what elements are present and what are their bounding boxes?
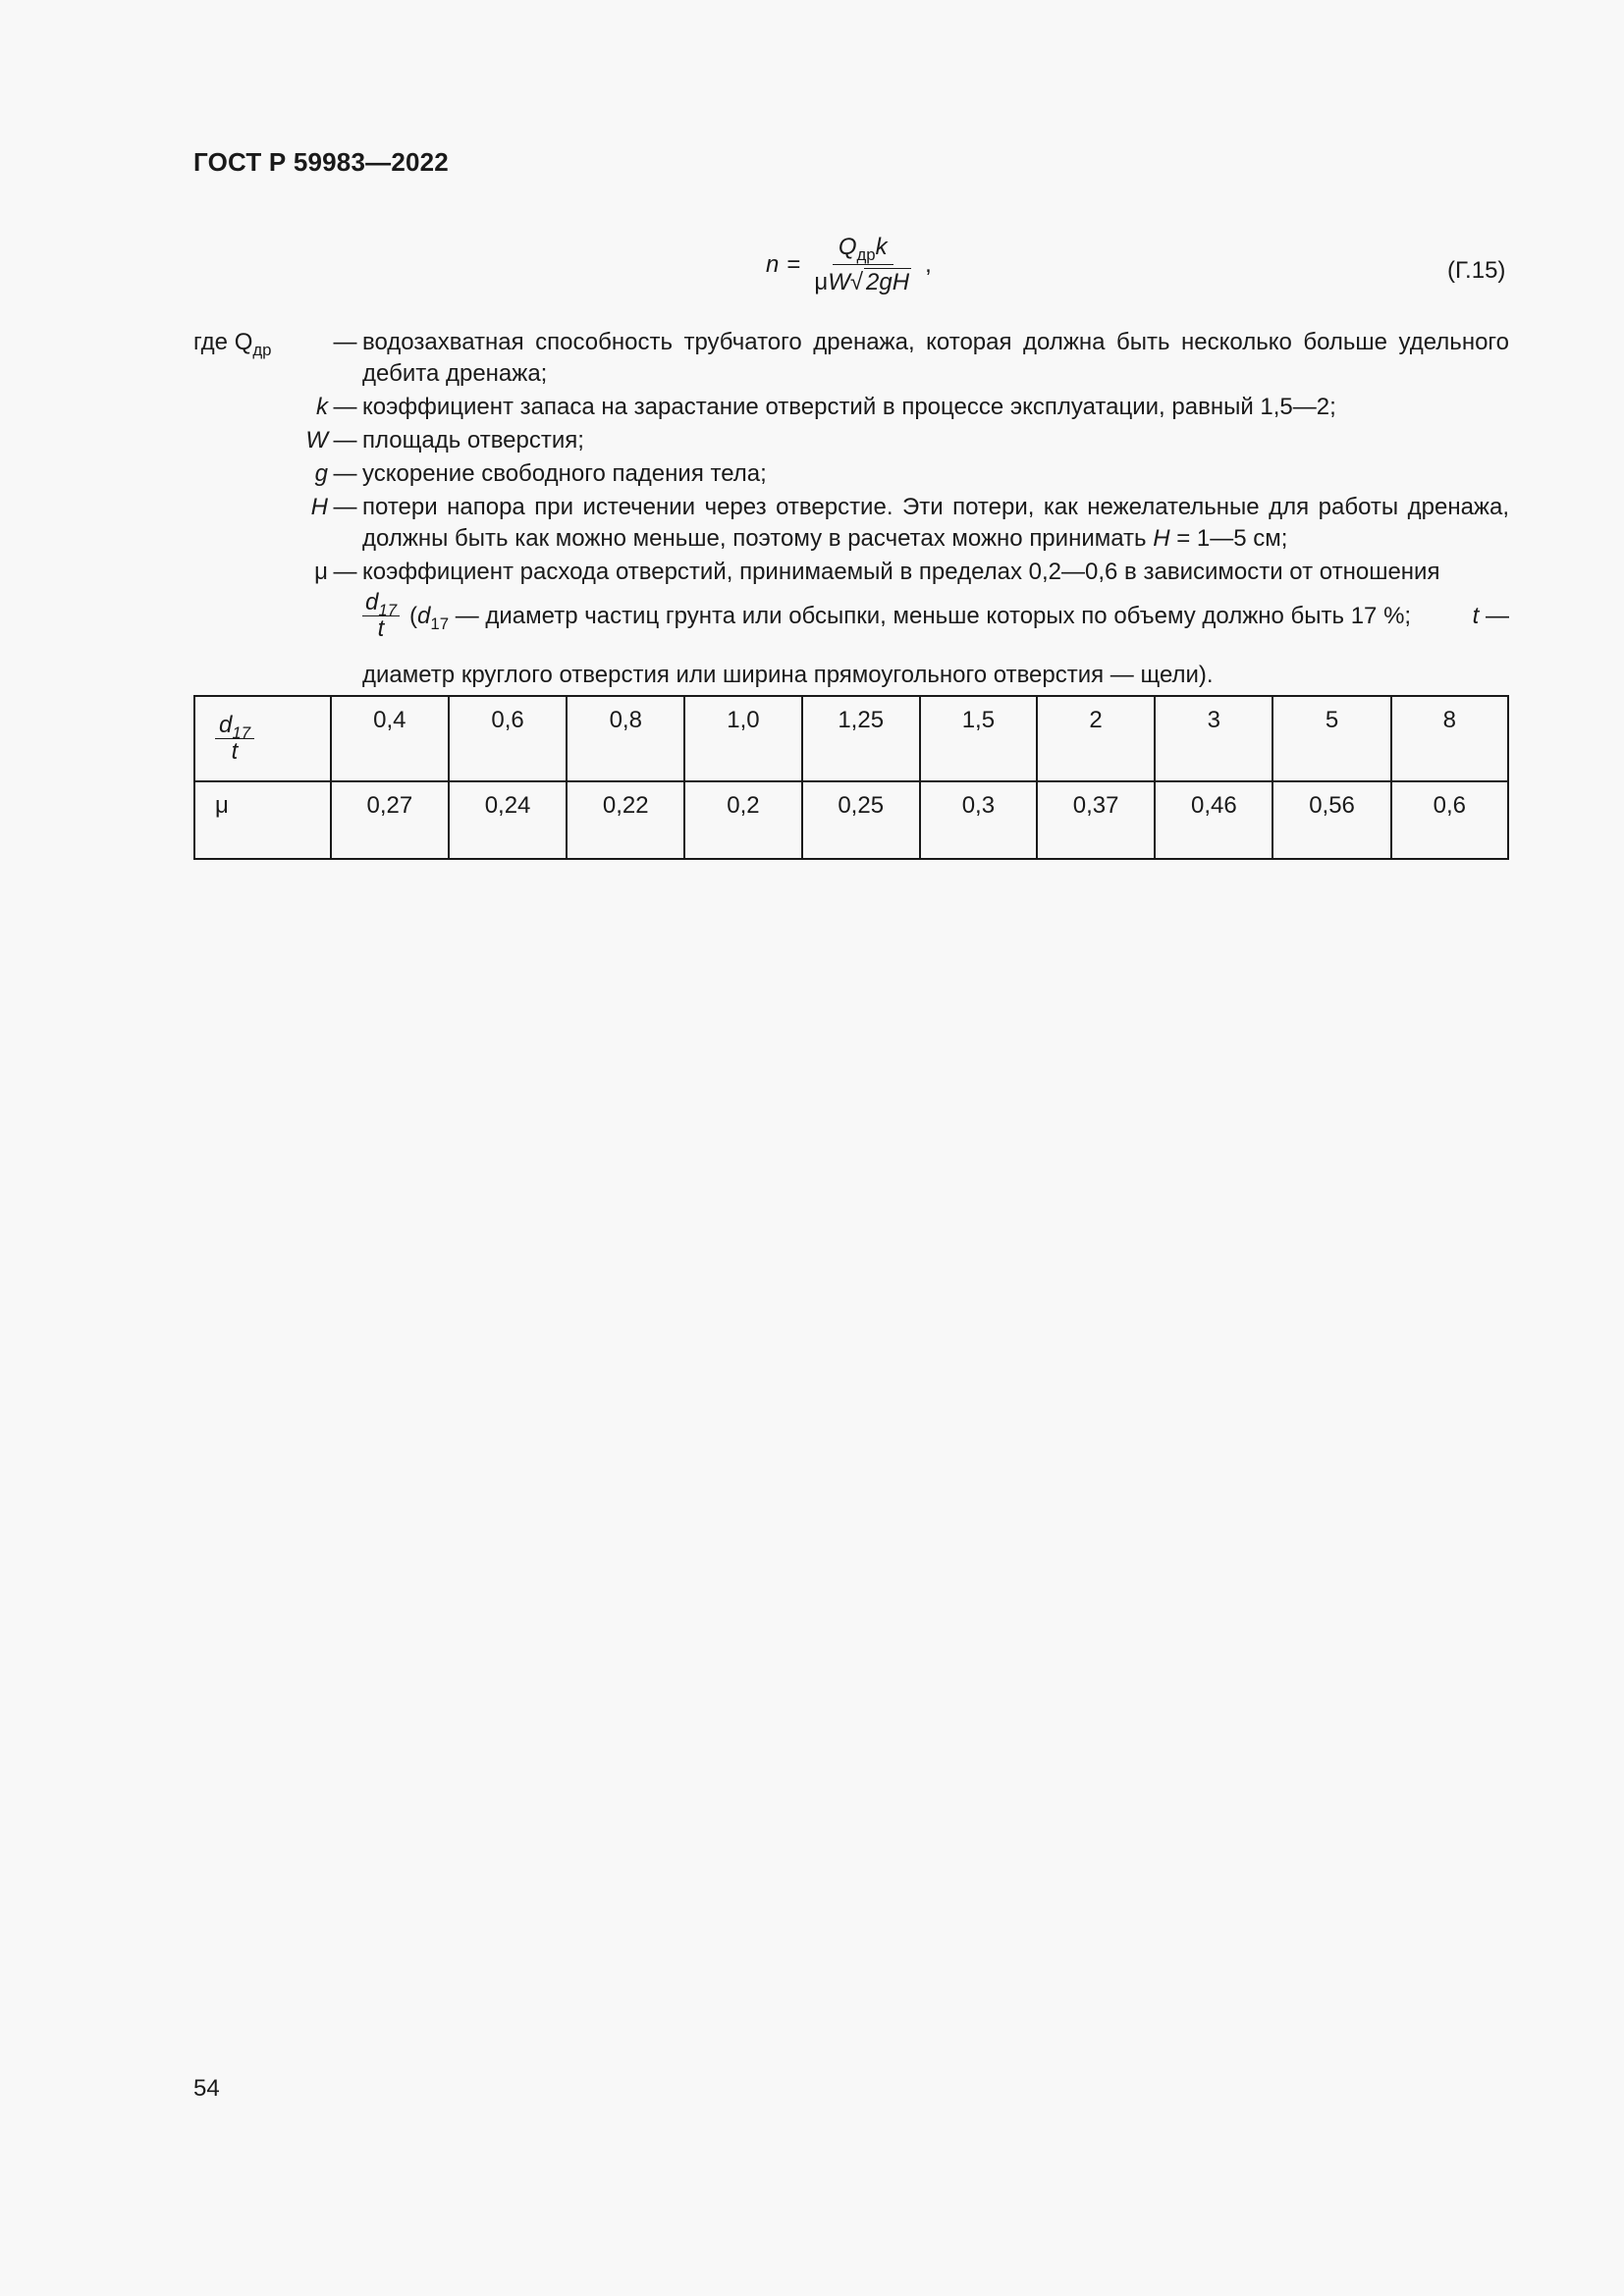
table-cell: 0,3 xyxy=(920,781,1037,859)
formula-w: W xyxy=(828,269,850,295)
def-g-symbol: g xyxy=(314,460,328,487)
def-mu-symbol: μ xyxy=(314,559,328,585)
def-g-text: ускорение свободного падения тела; xyxy=(362,460,767,487)
def-mu-t-dash: — xyxy=(1479,602,1509,629)
formula-fraction xyxy=(808,234,917,296)
def-g xyxy=(193,458,1509,490)
table-row-ratio xyxy=(194,696,1508,781)
table-head-mu: μ xyxy=(194,781,331,859)
formula-numerator xyxy=(833,234,893,265)
def-h-text xyxy=(362,492,1509,555)
table-ratio-bottom: t xyxy=(231,738,239,765)
table-ratio-top xyxy=(215,712,254,742)
def-mu-d-sub: 17 xyxy=(430,614,450,633)
def-mu-paren: ( xyxy=(409,602,418,629)
formula-denominator xyxy=(808,265,917,296)
mu-coefficient-table xyxy=(193,695,1509,860)
table-row-mu xyxy=(194,781,1508,859)
table-ratio-d: d xyxy=(219,712,233,738)
table-cell: 1,25 xyxy=(802,696,920,781)
table-cell: 0,4 xyxy=(331,696,449,781)
def-mu-ratio-bottom: t xyxy=(377,615,385,642)
def-k-dash: — xyxy=(333,394,357,420)
def-q-dash: — xyxy=(333,329,357,355)
table-cell: 1,0 xyxy=(684,696,801,781)
formula-trail: , xyxy=(925,251,932,278)
page-number: 54 xyxy=(193,2075,220,2102)
def-mu-ratio-sub: 17 xyxy=(378,601,398,619)
formula-k: k xyxy=(875,234,888,260)
def-k-text: коэффициент запаса на зарастание отверстий в процессе эксплуатации, равный 1,5—2; xyxy=(362,394,1336,420)
formula-sqrt-body: 2gH xyxy=(866,269,910,295)
table-head-ratio xyxy=(194,696,331,781)
def-w-symbol: W xyxy=(305,427,328,454)
def-mu xyxy=(193,557,1509,691)
def-mu-text xyxy=(362,557,1509,691)
definitions-list xyxy=(193,327,1509,693)
table-cell: 0,2 xyxy=(684,781,801,859)
table-cell: 8 xyxy=(1391,696,1508,781)
def-q-sub: др xyxy=(252,341,272,359)
def-mu-line3: диаметр круглого отверстия или ширина прямоугольного отверстия — щели). xyxy=(362,662,1214,688)
def-mu-ratio-fraction xyxy=(362,590,400,642)
def-mu-mid-text: — диаметр частиц грунта или обсыпки, меньше которых по объему должно быть 17 %; xyxy=(449,602,1412,629)
def-k-symbol: k xyxy=(316,394,328,420)
table-ratio-sub: 17 xyxy=(232,723,251,742)
table-cell: 0,6 xyxy=(1391,781,1508,859)
def-mu-dash: — xyxy=(333,559,357,585)
table-cell: 0,8 xyxy=(567,696,684,781)
def-k xyxy=(193,392,1509,423)
table-cell: 0,37 xyxy=(1037,781,1155,859)
document-header: ГОСТ Р 59983—2022 xyxy=(193,147,449,177)
table-cell: 0,25 xyxy=(802,781,920,859)
equation-number: (Г.15) xyxy=(1447,257,1506,284)
def-w-dash: — xyxy=(333,427,357,454)
def-w-text: площадь отверстия; xyxy=(362,427,584,454)
def-h-dash: — xyxy=(333,494,357,520)
def-w xyxy=(193,425,1509,456)
def-q-text: водозахватная способность трубчатого дренажа, которая должна быть несколько больше удельного дебита дренажа; xyxy=(362,329,1509,387)
def-g-dash: — xyxy=(333,460,357,487)
sqrt-icon: √ xyxy=(849,269,864,295)
def-h-text-a: потери напора при истечении через отверстие. Эти потери, как нежелательные для работы дренажа, должны быть как можно меньше, поэтому в расчетах можно принимать xyxy=(362,494,1509,552)
table-cell: 1,5 xyxy=(920,696,1037,781)
def-q-symbol xyxy=(193,327,328,390)
formula-lhs: n xyxy=(766,251,780,278)
table-cell: 0,6 xyxy=(449,696,567,781)
formula-q-sub: др xyxy=(856,245,876,264)
table-cell: 0,56 xyxy=(1272,781,1390,859)
table-cell: 0,24 xyxy=(449,781,567,859)
formula-q: Q xyxy=(838,234,857,260)
table-ratio-fraction xyxy=(215,713,254,765)
def-mu-line1: коэффициент расхода отверстий, принимаемый в пределах 0,2—0,6 в зависимости от отношения xyxy=(362,559,1440,585)
def-mu-ratio-top xyxy=(362,589,400,619)
def-mu-d: d xyxy=(417,602,431,629)
def-mu-line2 xyxy=(362,590,1509,642)
def-h-symbol: H xyxy=(310,494,328,520)
def-q-prefix: где Q xyxy=(193,329,253,355)
def-h-inline-symbol: H xyxy=(1153,525,1170,552)
formula-g15 xyxy=(766,234,932,296)
table-cell: 0,46 xyxy=(1155,781,1272,859)
def-mu-line2-text xyxy=(409,601,1509,632)
def-q xyxy=(193,327,1509,390)
def-h xyxy=(193,492,1509,555)
def-h-text-b: = 1—5 см; xyxy=(1169,525,1288,552)
formula-equals: = xyxy=(786,251,801,278)
formula-mu: μ xyxy=(814,269,829,295)
table-cell: 5 xyxy=(1272,696,1390,781)
table-cell: 0,22 xyxy=(567,781,684,859)
def-mu-t: t xyxy=(1472,602,1480,629)
def-mu-ratio-d: d xyxy=(365,589,379,615)
table-cell: 3 xyxy=(1155,696,1272,781)
table-cell: 2 xyxy=(1037,696,1155,781)
table-cell: 0,27 xyxy=(331,781,449,859)
